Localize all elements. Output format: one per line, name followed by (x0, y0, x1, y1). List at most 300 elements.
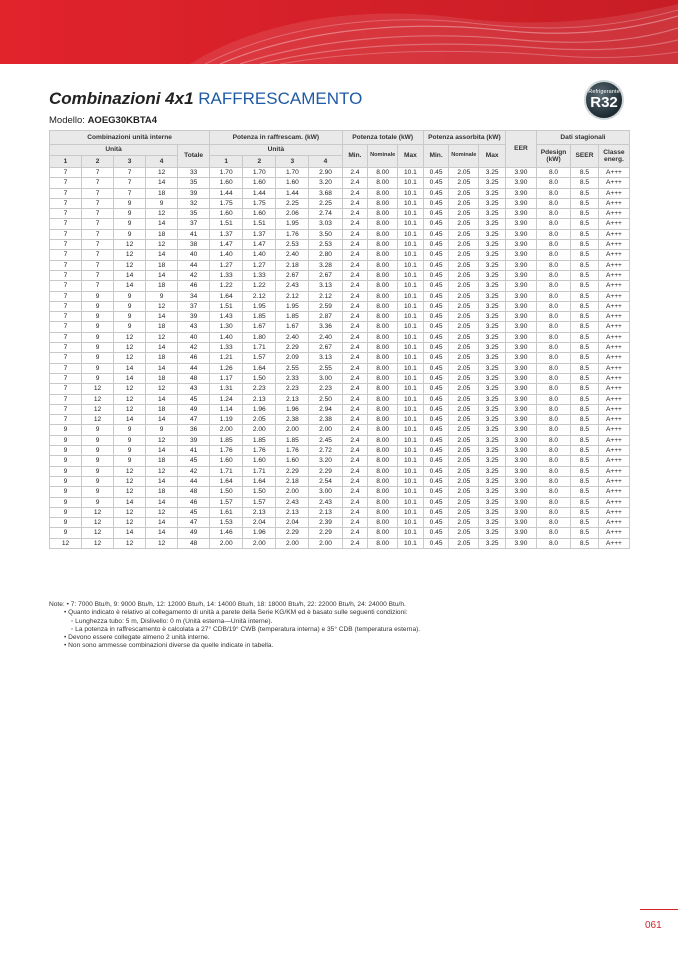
page-number: 061 (645, 920, 662, 931)
table-cell: 2.29 (309, 466, 342, 476)
table-cell: 3.90 (505, 281, 536, 291)
table-cell: 1.64 (243, 363, 276, 373)
table-cell: 7 (50, 168, 82, 178)
table-cell: A+++ (598, 404, 629, 414)
table-cell: 3.25 (479, 229, 506, 239)
group-potenza-assorbita: Potenza assorbita (kW) (423, 131, 505, 145)
table-cell: 8.00 (368, 209, 398, 219)
table-cell: 42 (178, 270, 210, 280)
table-cell: 48 (178, 373, 210, 383)
table-cell: 0.45 (423, 332, 449, 342)
table-cell: 10.1 (398, 394, 424, 404)
table-cell: 12 (146, 240, 178, 250)
col-classe: Classe energ. (598, 145, 629, 168)
note-line: ◦ Lunghezza tubo: 5 m, Dislivello: 0 m (Unità esterna—Unità interne). (71, 617, 273, 625)
table-cell: 37 (178, 301, 210, 311)
table-cell: 2.29 (309, 528, 342, 538)
table-cell: 2.43 (309, 497, 342, 507)
table-cell: 1.50 (243, 487, 276, 497)
table-cell: A+++ (598, 322, 629, 332)
table-cell: 10.1 (398, 446, 424, 456)
table-cell: 3.90 (505, 343, 536, 353)
table-cell: 0.45 (423, 404, 449, 414)
table-cell: 1.76 (276, 229, 309, 239)
table-cell: 8.0 (536, 240, 570, 250)
table-cell: 0.45 (423, 466, 449, 476)
table-cell: 8.5 (571, 497, 599, 507)
table-cell: 3.25 (479, 312, 506, 322)
table-cell: 1.47 (243, 240, 276, 250)
table-cell: 12 (114, 394, 146, 404)
table-cell: 3.20 (309, 178, 342, 188)
table-cell: 3.90 (505, 353, 536, 363)
table-cell: 8.0 (536, 209, 570, 219)
table-row (50, 466, 630, 476)
table-cell: 2.4 (342, 466, 368, 476)
table-cell: 2.05 (449, 178, 479, 188)
table-cell: A+++ (598, 538, 629, 548)
table-cell: 8.0 (536, 538, 570, 548)
table-cell: 12 (146, 466, 178, 476)
table-cell: 14 (146, 394, 178, 404)
table-cell: 9 (82, 343, 114, 353)
table-cell: 1.96 (243, 528, 276, 538)
table-cell: 2.67 (309, 270, 342, 280)
table-cell: 2.4 (342, 240, 368, 250)
table-cell: 10.1 (398, 384, 424, 394)
table-cell: 8.00 (368, 384, 398, 394)
col-unita-potenza: Unità (210, 145, 342, 156)
col-num: 3 (276, 156, 309, 168)
table-cell: 40 (178, 332, 210, 342)
table-cell: 8.00 (368, 332, 398, 342)
table-cell: 1.64 (243, 476, 276, 486)
table-cell: 41 (178, 446, 210, 456)
table-cell: 18 (146, 456, 178, 466)
table-cell: 8.00 (368, 240, 398, 250)
table-cell: A+++ (598, 281, 629, 291)
table-cell: 1.60 (276, 178, 309, 188)
table-cell: 35 (178, 209, 210, 219)
table-cell: 2.4 (342, 219, 368, 229)
table-cell: 3.00 (309, 487, 342, 497)
table-cell: 2.4 (342, 528, 368, 538)
table-cell: 8.5 (571, 456, 599, 466)
table-cell: 2.05 (449, 446, 479, 456)
table-cell: 1.51 (210, 219, 243, 229)
table-cell: 12 (114, 332, 146, 342)
table-cell: 7 (50, 394, 82, 404)
table-cell: A+++ (598, 291, 629, 301)
table-cell: 9 (114, 322, 146, 332)
table-cell: 14 (146, 312, 178, 322)
table-cell: 12 (114, 240, 146, 250)
table-cell: 9 (82, 353, 114, 363)
table-cell: 0.45 (423, 270, 449, 280)
table-cell: 12 (114, 384, 146, 394)
table-cell: 7 (50, 373, 82, 383)
table-cell: 3.25 (479, 250, 506, 260)
table-cell: 1.51 (210, 301, 243, 311)
table-cell: 8.00 (368, 291, 398, 301)
page-number-rule (640, 909, 678, 910)
table-cell: 8.5 (571, 353, 599, 363)
table-cell: A+++ (598, 270, 629, 280)
table-cell: 0.45 (423, 394, 449, 404)
table-cell: A+++ (598, 312, 629, 322)
table-cell: 2.18 (276, 476, 309, 486)
table-cell: 7 (50, 240, 82, 250)
table-cell: 2.4 (342, 446, 368, 456)
table-cell: 10.1 (398, 168, 424, 178)
table-cell: 7 (50, 332, 82, 342)
table-cell: 2.45 (309, 435, 342, 445)
table-cell: 2.13 (309, 507, 342, 517)
table-cell: 1.85 (210, 435, 243, 445)
table-cell: 0.45 (423, 301, 449, 311)
table-row (50, 219, 630, 229)
table-cell: 14 (114, 270, 146, 280)
table-cell: 10.1 (398, 312, 424, 322)
table-cell: 1.40 (210, 250, 243, 260)
table-cell: 2.05 (449, 476, 479, 486)
table-cell: 12 (146, 209, 178, 219)
table-cell: 1.96 (243, 404, 276, 414)
table-cell: 39 (178, 188, 210, 198)
badge-line1: Refrigerante (588, 89, 620, 95)
table-cell: 2.4 (342, 373, 368, 383)
table-cell: 8.5 (571, 384, 599, 394)
table-cell: 43 (178, 384, 210, 394)
table-cell: A+++ (598, 260, 629, 270)
table-cell: 2.4 (342, 198, 368, 208)
table-cell: 9 (50, 425, 82, 435)
table-cell: 3.25 (479, 373, 506, 383)
table-cell: 1.53 (210, 518, 243, 528)
table-cell: 1.40 (210, 332, 243, 342)
table-row (50, 332, 630, 342)
table-cell: 12 (114, 518, 146, 528)
table-cell: 8.0 (536, 518, 570, 528)
table-cell: 10.1 (398, 538, 424, 548)
table-cell: 1.95 (276, 219, 309, 229)
table-cell: 2.72 (309, 446, 342, 456)
table-cell: 7 (82, 270, 114, 280)
group-potenza-totale: Potenza totale (kW) (342, 131, 423, 145)
table-cell: 2.05 (449, 332, 479, 342)
table-cell: 9 (114, 312, 146, 322)
table-cell: 3.90 (505, 404, 536, 414)
table-cell: A+++ (598, 476, 629, 486)
table-cell: A+++ (598, 363, 629, 373)
table-cell: 8.5 (571, 487, 599, 497)
table-cell: 2.05 (449, 229, 479, 239)
table-cell: 8.5 (571, 281, 599, 291)
table-cell: 2.05 (449, 518, 479, 528)
table-cell: 10.1 (398, 291, 424, 301)
table-cell: 8.5 (571, 332, 599, 342)
table-cell: 8.5 (571, 373, 599, 383)
table-cell: 10.1 (398, 415, 424, 425)
table-row (50, 425, 630, 435)
table-cell: 1.80 (243, 332, 276, 342)
table-cell: 8.5 (571, 518, 599, 528)
table-cell: 9 (114, 198, 146, 208)
table-cell: 2.4 (342, 260, 368, 270)
table-cell: 2.4 (342, 425, 368, 435)
table-cell: 2.4 (342, 322, 368, 332)
table-cell: 9 (82, 322, 114, 332)
table-cell: 0.45 (423, 178, 449, 188)
table-cell: 0.45 (423, 507, 449, 517)
table-cell: 1.19 (210, 415, 243, 425)
table-row (50, 363, 630, 373)
table-cell: 7 (114, 178, 146, 188)
table-cell: 2.43 (276, 497, 309, 507)
table-row (50, 487, 630, 497)
table-cell: 0.45 (423, 240, 449, 250)
table-cell: A+++ (598, 425, 629, 435)
table-cell: 8.5 (571, 425, 599, 435)
table-cell: 8.0 (536, 384, 570, 394)
table-cell: 0.45 (423, 456, 449, 466)
table-cell: 7 (82, 209, 114, 219)
table-cell: 8.0 (536, 373, 570, 383)
table-cell: 3.90 (505, 446, 536, 456)
table-cell: 2.38 (309, 415, 342, 425)
table-cell: 3.25 (479, 240, 506, 250)
table-cell: 8.5 (571, 301, 599, 311)
table-cell: 9 (114, 209, 146, 219)
table-cell: 1.95 (276, 301, 309, 311)
table-cell: 18 (146, 404, 178, 414)
col-nominale: Nominale (368, 145, 398, 168)
table-cell: 2.00 (276, 425, 309, 435)
table-row (50, 538, 630, 548)
table-cell: 2.67 (309, 343, 342, 353)
table-row (50, 322, 630, 332)
table-cell: A+++ (598, 518, 629, 528)
table-cell: A+++ (598, 528, 629, 538)
table-cell: 9 (82, 487, 114, 497)
table-cell: 1.64 (210, 291, 243, 301)
table-cell: 1.96 (276, 404, 309, 414)
table-cell: 2.05 (449, 456, 479, 466)
table-cell: 9 (50, 507, 82, 517)
table-cell: 1.67 (243, 322, 276, 332)
table-cell: 1.60 (243, 456, 276, 466)
table-cell: 9 (82, 466, 114, 476)
table-cell: 0.45 (423, 415, 449, 425)
table-cell: 0.45 (423, 291, 449, 301)
table-cell: 3.90 (505, 301, 536, 311)
table-cell: 40 (178, 250, 210, 260)
table-cell: 9 (114, 446, 146, 456)
table-cell: 3.90 (505, 332, 536, 342)
table-cell: 12 (146, 168, 178, 178)
note-line: • Quanto indicato è relativo al collegamento di unità a parete della Serie KG/KM ed è basato sulle seguenti condizioni: (64, 609, 408, 617)
table-cell: 8.00 (368, 507, 398, 517)
table-cell: 3.00 (309, 373, 342, 383)
table-cell: 12 (82, 518, 114, 528)
table-cell: 2.23 (243, 384, 276, 394)
table-cell: 8.5 (571, 291, 599, 301)
table-cell: 2.43 (276, 281, 309, 291)
table-cell: 10.1 (398, 332, 424, 342)
table-cell: 8.00 (368, 198, 398, 208)
table-cell: 2.90 (309, 168, 342, 178)
table-cell: 2.4 (342, 312, 368, 322)
table-cell: 8.5 (571, 250, 599, 260)
table-cell: 2.4 (342, 209, 368, 219)
table-cell: 3.90 (505, 538, 536, 548)
table-cell: 8.00 (368, 178, 398, 188)
table-cell: 12 (146, 332, 178, 342)
table-cell: 10.1 (398, 353, 424, 363)
table-cell: 2.05 (449, 507, 479, 517)
table-cell: 2.13 (243, 507, 276, 517)
table-cell: 9 (82, 456, 114, 466)
table-cell: 7 (50, 384, 82, 394)
table-cell: A+++ (598, 487, 629, 497)
table-cell: A+++ (598, 384, 629, 394)
table-cell: 1.24 (210, 394, 243, 404)
table-cell: 3.25 (479, 394, 506, 404)
table-cell: 3.25 (479, 497, 506, 507)
table-cell: 10.1 (398, 250, 424, 260)
table-cell: 10.1 (398, 507, 424, 517)
table-cell: 0.45 (423, 188, 449, 198)
table-cell: A+++ (598, 219, 629, 229)
table-cell: 2.12 (309, 291, 342, 301)
table-cell: A+++ (598, 178, 629, 188)
table-cell: 1.26 (210, 363, 243, 373)
table-cell: 1.22 (243, 281, 276, 291)
table-cell: 38 (178, 240, 210, 250)
table-cell: 8.5 (571, 312, 599, 322)
table-cell: A+++ (598, 466, 629, 476)
table-cell: 2.12 (276, 291, 309, 301)
table-cell: 3.90 (505, 240, 536, 250)
table-cell: 7 (82, 260, 114, 270)
table-cell: 9 (114, 435, 146, 445)
table-cell: 12 (114, 507, 146, 517)
table-cell: 3.90 (505, 384, 536, 394)
table-cell: 1.21 (210, 353, 243, 363)
table-cell: 2.4 (342, 188, 368, 198)
table-cell: 2.12 (243, 291, 276, 301)
table-cell: 9 (82, 301, 114, 311)
table-cell: 7 (82, 229, 114, 239)
table-cell: 0.45 (423, 363, 449, 373)
table-cell: 7 (82, 250, 114, 260)
table-cell: 49 (178, 404, 210, 414)
table-cell: 8.00 (368, 466, 398, 476)
table-cell: 10.1 (398, 456, 424, 466)
table-row (50, 178, 630, 188)
table-cell: A+++ (598, 301, 629, 311)
table-cell: 10.1 (398, 281, 424, 291)
table-cell: 2.59 (309, 301, 342, 311)
table-cell: 9 (50, 487, 82, 497)
table-cell: 48 (178, 487, 210, 497)
note-line: Note: • 7: 7000 Btu/h, 9: 9000 Btu/h, 12: 12000 Btu/h, 14: 14000 Btu/h, 18: 18000 Btu/h, 22: 22000 Btu/h, 24: 24000 Btu/h. (49, 601, 406, 608)
table-cell: 3.90 (505, 528, 536, 538)
table-cell: 1.85 (276, 435, 309, 445)
table-cell: 1.40 (243, 250, 276, 260)
table-cell: 2.09 (276, 353, 309, 363)
col-unita: Unità (50, 145, 178, 156)
table-cell: A+++ (598, 250, 629, 260)
table-cell: 8.00 (368, 435, 398, 445)
table-cell: 3.90 (505, 487, 536, 497)
table-cell: 8.00 (368, 260, 398, 270)
table-cell: 2.29 (276, 466, 309, 476)
table-cell: 8.5 (571, 538, 599, 548)
table-cell: 3.25 (479, 219, 506, 229)
table-cell: 1.33 (210, 343, 243, 353)
table-cell: 2.05 (449, 394, 479, 404)
table-cell: 2.4 (342, 281, 368, 291)
table-cell: 8.00 (368, 229, 398, 239)
table-cell: 3.90 (505, 291, 536, 301)
page-title (49, 89, 362, 109)
table-cell: 8.0 (536, 312, 570, 322)
table-cell: 8.00 (368, 270, 398, 280)
table-cell: 46 (178, 281, 210, 291)
table-cell: 9 (50, 518, 82, 528)
table-cell: 3.90 (505, 425, 536, 435)
table-cell: 2.00 (243, 425, 276, 435)
table-cell: 37 (178, 219, 210, 229)
table-cell: 3.25 (479, 178, 506, 188)
table-cell: 8.00 (368, 250, 398, 260)
table-cell: 0.45 (423, 476, 449, 486)
col-totale: Totale (178, 145, 210, 168)
note-line: ◦ La potenza in raffrescamento è calcolata a 27° CDB/19° CWB (temperatura interna) e 35° CDB (temperatura esterna). (71, 625, 421, 633)
table-cell: 8.0 (536, 291, 570, 301)
table-cell: 14 (114, 373, 146, 383)
table-cell: 7 (50, 322, 82, 332)
table-cell: 9 (82, 312, 114, 322)
table-cell: 8.0 (536, 497, 570, 507)
table-cell: 8.00 (368, 322, 398, 332)
table-cell: 2.05 (449, 497, 479, 507)
col-num: 1 (210, 156, 243, 168)
table-cell: 7 (114, 168, 146, 178)
table-cell: 3.90 (505, 497, 536, 507)
table-cell: 2.4 (342, 487, 368, 497)
table-cell: 8.00 (368, 363, 398, 373)
table-cell: 2.25 (309, 198, 342, 208)
table-row (50, 301, 630, 311)
table-cell: 3.25 (479, 404, 506, 414)
table-cell: 12 (114, 343, 146, 353)
table-cell: 8.0 (536, 404, 570, 414)
table-cell: 2.53 (276, 240, 309, 250)
table-cell: 2.55 (276, 363, 309, 373)
table-cell: 1.76 (210, 446, 243, 456)
table-cell: 8.0 (536, 456, 570, 466)
table-cell: A+++ (598, 435, 629, 445)
table-cell: 12 (50, 538, 82, 548)
table-cell: 10.1 (398, 178, 424, 188)
table-cell: 18 (146, 373, 178, 383)
table-cell: 2.4 (342, 343, 368, 353)
table-cell: 3.25 (479, 281, 506, 291)
table-cell: 10.1 (398, 476, 424, 486)
table-cell: 3.25 (479, 466, 506, 476)
